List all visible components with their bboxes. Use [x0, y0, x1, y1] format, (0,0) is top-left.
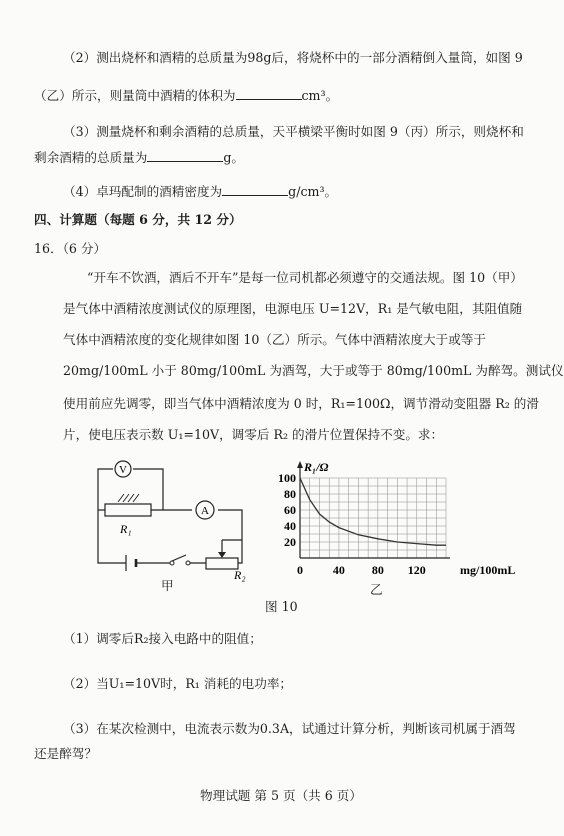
section-title: 四、计算题（每题 6 分，共 12 分） — [34, 212, 242, 227]
x-axis-label: mg/100mL — [460, 563, 516, 577]
x-tick-label: 40 — [332, 563, 345, 577]
q16-para-line1: “开车不饮酒，酒后不开车”是每一位司机都必须遵守的交通法规。图 10（甲） — [87, 270, 523, 285]
x-tick-label: 80 — [371, 563, 384, 577]
q16-sub3-line2: 还是醉驾？ — [34, 746, 97, 761]
circuit-diagram — [88, 460, 258, 590]
answer-blank[interactable] — [147, 149, 223, 162]
ammeter-label: A — [201, 505, 209, 517]
q16-sub2: （2）当U₁=10V时，R₁ 消耗的电功率； — [63, 676, 293, 691]
q3-line2 — [34, 149, 244, 166]
q3-line1: （3）测量烧杯和剩余酒精的总质量，天平横梁平衡时如图 9（丙）所示，则烧杯和 — [63, 124, 524, 139]
q16-para-line5: 使用前应先调零，即当气体中酒精浓度为 0 时，R₁=100Ω，调节滑动变阻器 R₂ 的滑 — [63, 396, 539, 411]
r2-label: R₂ — [234, 568, 246, 582]
q2-line1: （2）测出烧杯和酒精的总质量为98g后，将烧杯中的一部分酒精倒入量筒，如图 9 — [63, 50, 523, 65]
r1-curve — [300, 478, 446, 545]
q2-line2 — [34, 87, 338, 104]
y-axis-arrow — [297, 461, 303, 468]
voltmeter-label: V — [119, 464, 127, 476]
y-axis-label: R₁/Ω — [304, 460, 329, 474]
graph-label: 乙 — [370, 582, 383, 597]
x-tick-label: 120 — [407, 563, 426, 577]
q4-line — [63, 183, 337, 200]
q16-sub3-line1: （3）在某次检测中，电流表示数为0.3A，试通过计算分析，判断该司机属于酒驾 — [63, 721, 516, 736]
q16-para-line2: 是气体中酒精浓度测试仪的原理图，电源电压 U=12V，R₁ 是气敏电阻，其阻值随 — [63, 301, 523, 316]
q16-para-line3: 气体中酒精浓度的变化规律如图 10（乙）所示。气体中酒精浓度大于或等于 — [63, 332, 487, 347]
y-tick-label: 40 — [284, 519, 296, 533]
r1-concentration-graph — [268, 458, 524, 580]
r1-sensor-hatch — [118, 494, 139, 502]
q2-text: （乙）所示，则量筒中酒精的体积为 — [34, 88, 236, 103]
y-tick-label: 60 — [284, 503, 296, 517]
q4-unit: g/cm³。 — [288, 184, 338, 199]
answer-blank[interactable] — [222, 183, 288, 196]
page-footer: 物理试题 第 5 页（共 6 页） — [200, 788, 362, 803]
y-tick-label: 100 — [278, 471, 296, 485]
battery-symbol — [126, 555, 136, 571]
x-tick-label: 0 — [297, 563, 303, 577]
answer-blank[interactable] — [236, 87, 302, 100]
q4-text: （4）卓玛配制的酒精密度为 — [63, 184, 223, 199]
q16-para-line4: 20mg/100mL 小于 80mg/100mL 为酒驾，大于或等于 80mg/100mL 为醉驾。测试仪 — [63, 363, 564, 378]
q3-text: 剩余酒精的总质量为 — [34, 150, 148, 165]
y-tick-label: 20 — [284, 535, 296, 549]
switch-symbol — [170, 555, 190, 565]
q16-para-line6: 片，使电压表示数 U₁=10V，调零后 R₂ 的滑片位置保持不变。求： — [63, 427, 444, 442]
q16-label: 16．（6 分） — [34, 241, 107, 256]
circuit-label: 甲 — [161, 578, 174, 593]
r1-label: R₁ — [120, 522, 132, 536]
figure-caption: 图 10 — [265, 599, 298, 614]
rheostat-slider — [218, 540, 242, 558]
q3-unit: g。 — [223, 150, 244, 165]
q16-sub1: （1）调零后R₂接入电路中的阻值； — [63, 631, 262, 646]
y-tick-label: 80 — [284, 487, 296, 501]
r1-resistor — [105, 504, 151, 516]
q2-unit: cm³。 — [301, 88, 339, 103]
